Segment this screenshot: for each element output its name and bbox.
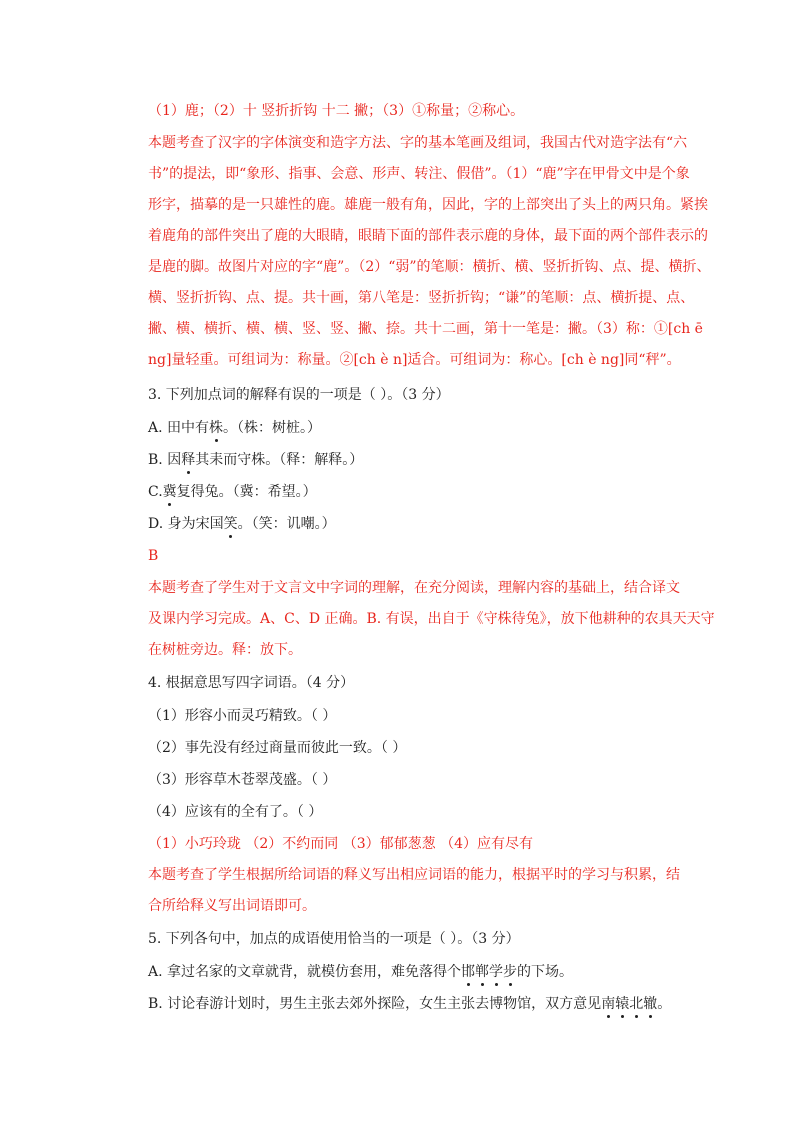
q2-answer: （1）鹿；（2）十 竖折折钩 十二 撇；（3）①称量；②称心。 — [148, 103, 525, 119]
q2-explanation-line: 书”的提法，即“象形、指事、会意、形声、转注、假借”。（1）“鹿”字在甲骨文中是个象 — [148, 166, 690, 182]
dotted-word: 冀 — [162, 484, 177, 500]
option-text: B. 讨论春游计划时，男生主张去郊外探险，女生主张去博物馆，双方意见 — [148, 996, 602, 1012]
q4-explanation-line: 合所给释义写出词语即可。 — [148, 898, 316, 914]
q2-explanation-line: 着鹿角的部件突出了鹿的大眼睛，眼睛下面的部件表示鹿的身体，最下面的两个部件表示的 — [148, 228, 708, 244]
option-text: A. 拿过名家的文章就背，就模仿套用，难免落得个 — [148, 964, 462, 980]
dotted-word: 笑 — [223, 516, 238, 532]
q4-answer: （1）小巧玲珑 （2）不约而同 （3）郁郁葱葱 （4）应有尽有 — [148, 836, 533, 852]
dotted-char: 辙 — [643, 996, 658, 1012]
q5-option-a — [148, 962, 573, 982]
q2-explanation-line: ng]量轻重。可组词为：称量。②[ch è n]适合。可组词为：称心。[ch è ng]同“秤”。 — [148, 352, 681, 368]
q3-option-a — [148, 418, 321, 438]
dotted-word: 释 — [181, 452, 196, 468]
q5-option-b — [148, 994, 671, 1014]
option-text: 。（株：树桩。） — [223, 420, 322, 436]
q3-option-b — [148, 450, 363, 470]
q4-explanation-line: 本题考查了学生根据所给词语的释义写出相应词语的能力，根据平时的学习与积累，结 — [148, 867, 680, 883]
q4-item: （3）形容草木苍翠茂盛。（ ） — [148, 772, 337, 788]
dotted-word: 株 — [209, 420, 224, 436]
q3-option-d — [148, 514, 336, 534]
option-text: 其耒而守株。（释：解释。） — [195, 452, 364, 468]
option-text: 。 — [657, 996, 672, 1012]
dotted-char: 学 — [489, 964, 504, 980]
q3-answer: B — [148, 548, 159, 564]
q4-stem: 4. 根据意思写四字词语。（4 分） — [148, 675, 355, 691]
q3-explanation-line: 在树桩旁边。释：放下。 — [148, 642, 302, 658]
dotted-char: 邯 — [461, 964, 476, 980]
q3-option-c — [148, 482, 317, 502]
q2-explanation-line: 本题考查了汉字的字体演变和造字方法、字的基本笔画及组词，我国古代对造字法有“六 — [148, 135, 688, 151]
q2-explanation-line: 形字，描摹的是一只雄性的鹿。雄鹿一般有角，因此，字的上部突出了头上的两只角。紧挨 — [148, 197, 708, 213]
dotted-char: 辕 — [615, 996, 630, 1012]
dotted-char: 步 — [503, 964, 518, 980]
option-text: A. 田中有 — [148, 420, 210, 436]
option-text: 复得兔。（冀：希望。） — [176, 484, 317, 500]
q4-item: （4）应该有的全有了。（ ） — [148, 804, 323, 820]
option-text: 。（笑：讥嘲。） — [237, 516, 336, 532]
q3-stem: 3. 下列加点词的解释有误的一项是（ ）。（3 分） — [148, 387, 450, 403]
option-text: D. 身为宋国 — [148, 516, 224, 532]
q5-stem: 5. 下列各句中，加点的成语使用恰当的一项是（ ）。（3 分） — [148, 931, 520, 947]
option-text: 的下场。 — [517, 964, 574, 980]
q2-explanation-line: 是鹿的脚。故图片对应的字“鹿”。（2）“弱”的笔顺：横折、横、竖折折钩、点、提、横折、 — [148, 259, 711, 275]
q4-item: （2）事先没有经过商量而彼此一致。（ ） — [148, 740, 407, 756]
option-text: B. 因 — [148, 452, 182, 468]
q2-explanation-line: 横、竖折折钩、点、提。共十画，第八笔是：竖折折钩；“谦”的笔顺：点、横折提、点、 — [148, 290, 695, 306]
option-text: C. — [148, 484, 163, 500]
dotted-char: 郸 — [475, 964, 490, 980]
q3-explanation-line: 及课内学习完成。A、C、D 正确。B. 有误，出自于《守株待兔》，放下他耕种的农具天天守 — [148, 611, 715, 627]
q4-item: （1）形容小而灵巧精致。（ ） — [148, 708, 337, 724]
q3-explanation-line: 本题考查了学生对于文言文中字词的理解，在充分阅读，理解内容的基础上，结合译文 — [148, 580, 680, 596]
dotted-char: 南 — [601, 996, 616, 1012]
dotted-char: 北 — [629, 996, 644, 1012]
q2-explanation-line: 撇、横、横折、横、横、竖、竖、撇、捺。共十二画，第十一笔是：撇。（3）称：①[ch ē — [148, 321, 703, 337]
